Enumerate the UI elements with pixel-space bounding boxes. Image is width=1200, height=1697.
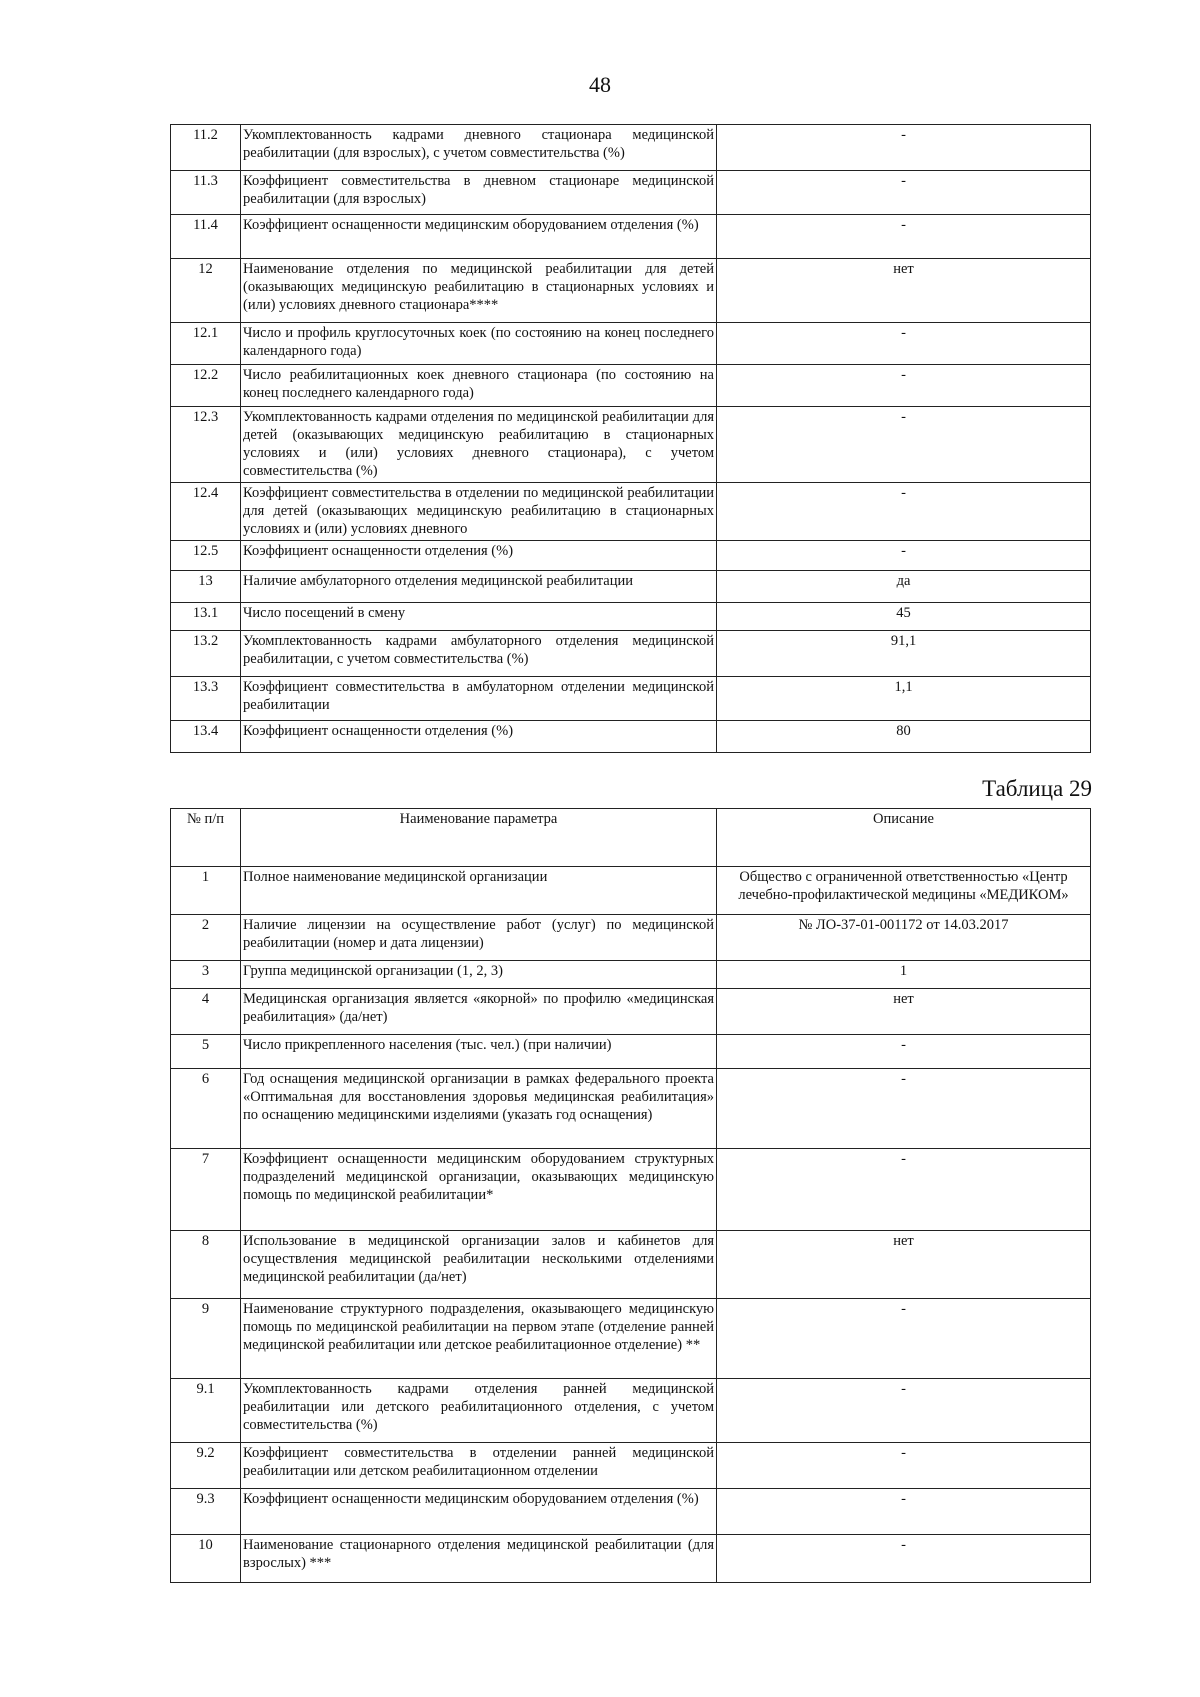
row-value: -	[717, 1489, 1091, 1535]
row-number: 12.5	[171, 541, 241, 571]
row-number: 4	[171, 989, 241, 1035]
row-number: 12.3	[171, 407, 241, 483]
row-value: да	[717, 571, 1091, 603]
row-number: 3	[171, 961, 241, 989]
row-parameter: Коэффициент оснащенности отделения (%)	[241, 541, 717, 571]
row-number: 8	[171, 1231, 241, 1299]
row-number: 12	[171, 259, 241, 323]
row-parameter: Наличие лицензии на осуществление работ (услуг) по медицинской реабилитации (номер и дата лицензии)	[241, 915, 717, 961]
table-row	[171, 867, 1091, 915]
table-header-row	[171, 809, 1091, 867]
row-parameter: Число посещений в смену	[241, 603, 717, 631]
row-value: 91,1	[717, 631, 1091, 677]
row-value: 1	[717, 961, 1091, 989]
row-value: № ЛО-37-01-001172 от 14.03.2017	[717, 915, 1091, 961]
row-parameter: Коэффициент совместительства в отделении по медицинской реабилитации для детей (оказывающих медицинскую реабилитацию в стационарных условиях и (или) условиях дневного	[241, 483, 717, 541]
row-number: 13.4	[171, 721, 241, 753]
table-row	[171, 721, 1091, 753]
row-value: -	[717, 1299, 1091, 1379]
row-value: -	[717, 1379, 1091, 1443]
table-row	[171, 125, 1091, 171]
row-parameter: Число реабилитационных коек дневного стационара (по состоянию на конец последнего календарного года)	[241, 365, 717, 407]
table-row	[171, 171, 1091, 215]
row-parameter: Наименование структурного подразделения, оказывающего медицинскую помощь по медицинской реабилитации на первом этапе (отделение ранней медицинской реабилитации или детское реабилитационное отделение) **	[241, 1299, 717, 1379]
table-row	[171, 1149, 1091, 1231]
row-value: -	[717, 483, 1091, 541]
row-number: 2	[171, 915, 241, 961]
table-row	[171, 1489, 1091, 1535]
row-value: -	[717, 541, 1091, 571]
parameters-table-29	[170, 808, 1091, 1583]
row-parameter: Использование в медицинской организации залов и кабинетов для осуществления медицинской реабилитации несколькими отделениями медицинской реабилитации (да/нет)	[241, 1231, 717, 1299]
row-number: 12.1	[171, 323, 241, 365]
table-row	[171, 541, 1091, 571]
row-number: 9	[171, 1299, 241, 1379]
table-row	[171, 961, 1091, 989]
page-number: 48	[589, 72, 611, 97]
row-number: 6	[171, 1069, 241, 1149]
table-row	[171, 1379, 1091, 1443]
row-parameter: Коэффициент совместительства в отделении ранней медицинской реабилитации или детском реабилитационном отделении	[241, 1443, 717, 1489]
table-row	[171, 1535, 1091, 1583]
row-parameter: Наличие амбулаторного отделения медицинской реабилитации	[241, 571, 717, 603]
row-number: 12.2	[171, 365, 241, 407]
row-number: 9.1	[171, 1379, 241, 1443]
table-row	[171, 1231, 1091, 1299]
row-parameter: Число и профиль круглосуточных коек (по состоянию на конец последнего календарного года)	[241, 323, 717, 365]
row-value: -	[717, 1069, 1091, 1149]
row-number: 13	[171, 571, 241, 603]
row-value: 80	[717, 721, 1091, 753]
row-parameter: Группа медицинской организации (1, 2, 3)	[241, 961, 717, 989]
row-parameter: Коэффициент оснащенности медицинским оборудованием отделения (%)	[241, 215, 717, 259]
row-number: 13.3	[171, 677, 241, 721]
header-number: № п/п	[171, 809, 241, 867]
row-number: 7	[171, 1149, 241, 1231]
row-parameter: Укомплектованность кадрами амбулаторного отделения медицинской реабилитации, с учетом совместительства (%)	[241, 631, 717, 677]
table-row	[171, 1299, 1091, 1379]
row-value: 1,1	[717, 677, 1091, 721]
row-parameter: Укомплектованность кадрами отделения ранней медицинской реабилитации или детского реабилитационного отделения, с учетом совместительства (%)	[241, 1379, 717, 1443]
row-number: 11.4	[171, 215, 241, 259]
table-row	[171, 1035, 1091, 1069]
row-value: нет	[717, 259, 1091, 323]
table-row	[171, 483, 1091, 541]
row-number: 9.2	[171, 1443, 241, 1489]
row-number: 13.2	[171, 631, 241, 677]
row-value: -	[717, 323, 1091, 365]
header-description: Описание	[717, 809, 1091, 867]
row-parameter: Полное наименование медицинской организации	[241, 867, 717, 915]
row-value: -	[717, 1443, 1091, 1489]
row-parameter: Укомплектованность кадрами дневного стационара медицинской реабилитации (для взрослых), с учетом совместительства (%)	[241, 125, 717, 171]
row-parameter: Наименование отделения по медицинской реабилитации для детей (оказывающих медицинскую реабилитацию в стационарных условиях и (или) условиях дневного стационара****	[241, 259, 717, 323]
row-number: 11.3	[171, 171, 241, 215]
row-parameter: Число прикрепленного населения (тыс. чел.) (при наличии)	[241, 1035, 717, 1069]
row-value: -	[717, 125, 1091, 171]
table-row	[171, 407, 1091, 483]
row-number: 5	[171, 1035, 241, 1069]
parameters-table-continued	[170, 124, 1091, 753]
row-value: -	[717, 365, 1091, 407]
table-row	[171, 915, 1091, 961]
row-parameter: Коэффициент оснащенности отделения (%)	[241, 721, 717, 753]
row-value: нет	[717, 989, 1091, 1035]
row-parameter: Коэффициент оснащенности медицинским оборудованием отделения (%)	[241, 1489, 717, 1535]
row-value: -	[717, 407, 1091, 483]
row-parameter: Укомплектованность кадрами отделения по медицинской реабилитации для детей (оказывающих медицинскую реабилитацию в стационарных условиях и (или) условиях дневного стационара), с учетом совместительства (%)	[241, 407, 717, 483]
table-row	[171, 323, 1091, 365]
row-parameter: Наименование стационарного отделения медицинской реабилитации (для взрослых) ***	[241, 1535, 717, 1583]
row-value: -	[717, 215, 1091, 259]
row-parameter: Коэффициент совместительства в амбулаторном отделении медицинской реабилитации	[241, 677, 717, 721]
table-row	[171, 1443, 1091, 1489]
row-number: 13.1	[171, 603, 241, 631]
table-row	[171, 989, 1091, 1035]
row-value: -	[717, 171, 1091, 215]
row-parameter: Коэффициент совместительства в дневном стационаре медицинской реабилитации (для взрослых)	[241, 171, 717, 215]
row-value: -	[717, 1535, 1091, 1583]
row-number: 1	[171, 867, 241, 915]
row-number: 9.3	[171, 1489, 241, 1535]
header-parameter: Наименование параметра	[241, 809, 717, 867]
table-row	[171, 215, 1091, 259]
table-row	[171, 603, 1091, 631]
row-value: 45	[717, 603, 1091, 631]
row-parameter: Коэффициент оснащенности медицинским оборудованием структурных подразделений медицинской организации, оказывающих медицинскую помощь по медицинской реабилитации*	[241, 1149, 717, 1231]
row-value: Общество с ограниченной ответственностью «Центр лечебно-профилактической медицины «МЕДИКОМ»	[717, 867, 1091, 915]
table-caption: Таблица 29	[982, 776, 1092, 801]
table-row	[171, 365, 1091, 407]
table-row	[171, 631, 1091, 677]
row-parameter: Год оснащения медицинской организации в рамках федерального проекта «Оптимальная для восстановления здоровья медицинская реабилитация» по оснащению медицинскими изделиями (указать год оснащения)	[241, 1069, 717, 1149]
row-number: 11.2	[171, 125, 241, 171]
table-row	[171, 259, 1091, 323]
row-value: -	[717, 1035, 1091, 1069]
table-row	[171, 1069, 1091, 1149]
row-parameter: Медицинская организация является «якорной» по профилю «медицинская реабилитация» (да/нет)	[241, 989, 717, 1035]
table-row	[171, 571, 1091, 603]
row-value: -	[717, 1149, 1091, 1231]
table-row	[171, 677, 1091, 721]
row-number: 12.4	[171, 483, 241, 541]
row-number: 10	[171, 1535, 241, 1583]
row-value: нет	[717, 1231, 1091, 1299]
